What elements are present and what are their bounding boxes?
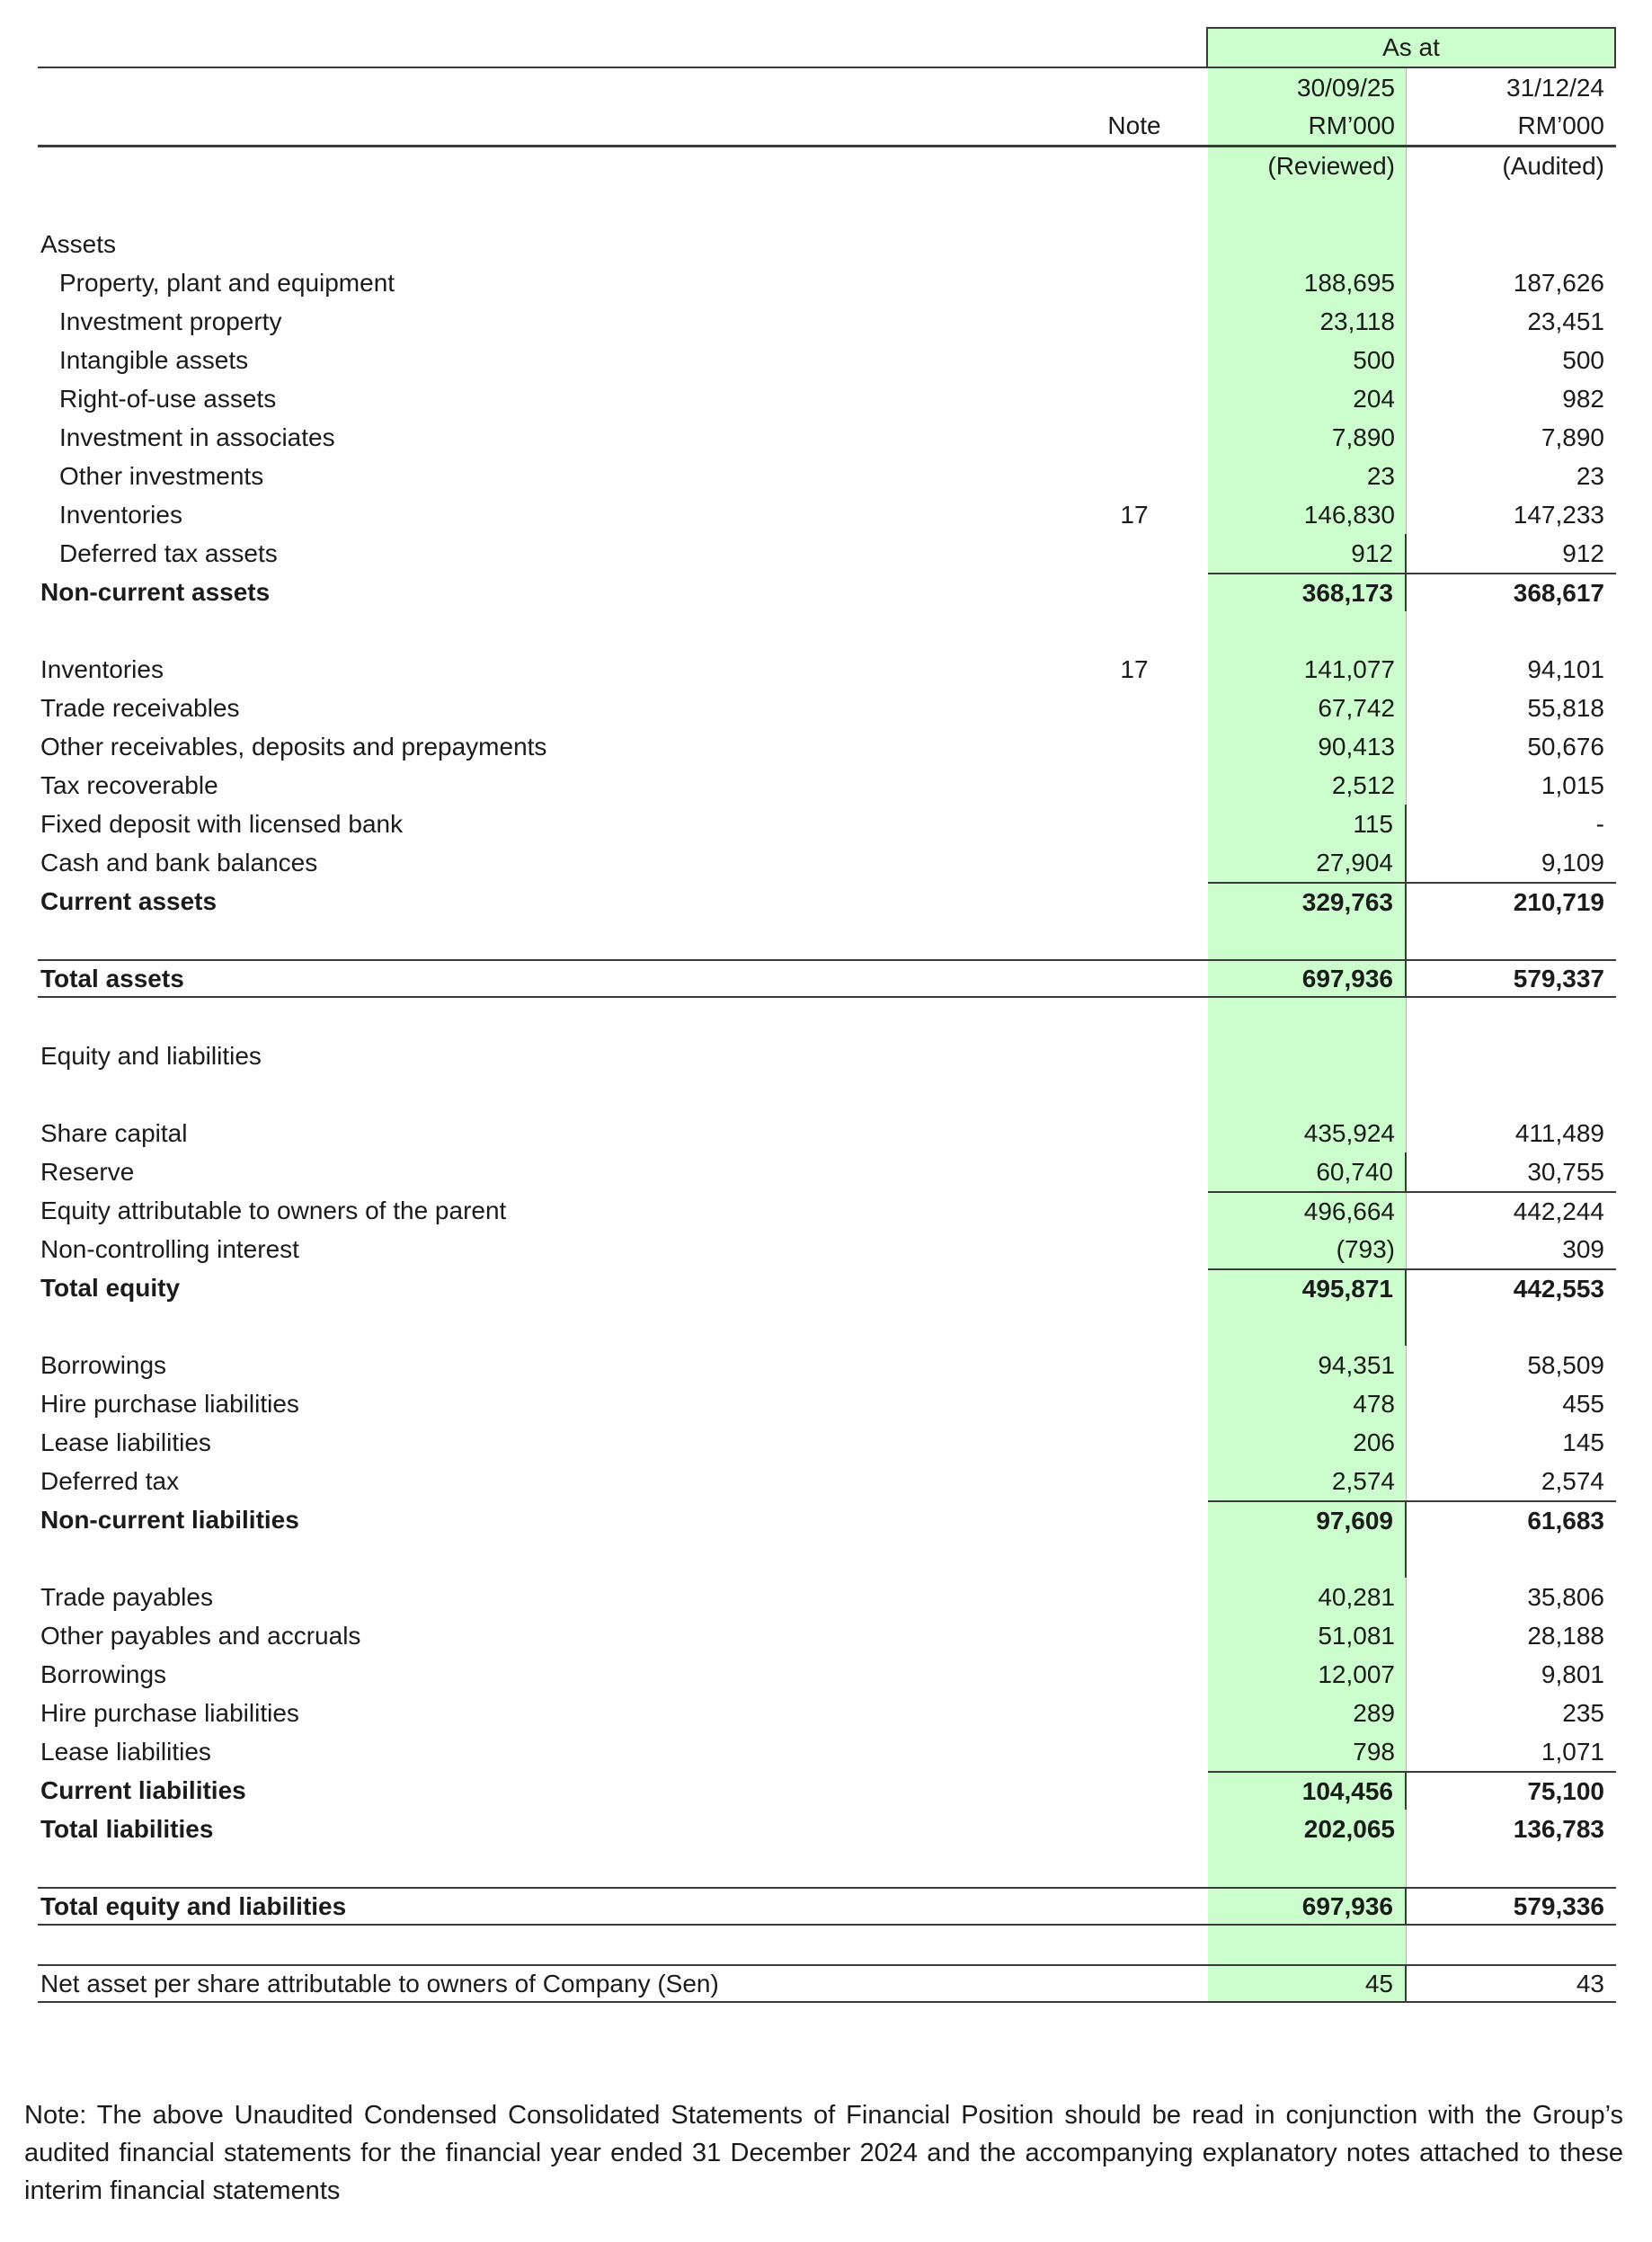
table-row: [38, 1655, 1616, 1694]
table-row: [38, 805, 1616, 843]
table-row: [38, 263, 1616, 302]
row-value-reviewed: 23,118: [1319, 307, 1395, 335]
header-rule-under-units: [38, 145, 1616, 147]
row-value-reviewed: 500: [1353, 345, 1395, 374]
row-value-audited: [1407, 921, 1616, 959]
row-value-audited: 455: [1562, 1389, 1604, 1418]
row-value-audited: 145: [1562, 1428, 1604, 1456]
row-note-ref: [1061, 1926, 1208, 1964]
table-row: [38, 302, 1616, 341]
row-label: Total liabilities: [40, 1814, 214, 1843]
row-note-ref: [1061, 961, 1208, 996]
row-value-reviewed: 104,456: [1208, 1771, 1407, 1810]
row-value-audited: 7,890: [1541, 423, 1604, 451]
row-label: Investment property: [59, 307, 282, 335]
row-label: Hire purchase liabilities: [40, 1698, 299, 1727]
column-date-reviewed: 30/09/25: [1297, 74, 1395, 102]
table-row: [38, 457, 1616, 495]
row-value-audited: [1407, 225, 1616, 263]
row-value-audited: 368,617: [1407, 573, 1616, 611]
table-row: [38, 1268, 1616, 1307]
row-value-audited: 61,683: [1407, 1500, 1616, 1539]
row-note-ref: [1061, 418, 1208, 457]
row-value-audited: 9,109: [1541, 848, 1604, 876]
row-value-reviewed: 2,574: [1331, 1466, 1395, 1495]
row-note-ref: [1061, 843, 1208, 882]
row-value-audited: -: [1595, 809, 1604, 838]
table-row: [38, 1462, 1616, 1500]
row-label: Other investments: [59, 461, 264, 490]
row-note-ref: [1061, 1307, 1208, 1346]
table-row: [38, 1578, 1616, 1616]
row-note-ref: [1061, 1075, 1208, 1114]
column-status-reviewed: (Reviewed): [1267, 152, 1395, 180]
row-value-reviewed: 115: [1208, 805, 1407, 843]
row-value-reviewed: 40,281: [1318, 1582, 1395, 1611]
row-value-audited: 23: [1576, 461, 1604, 490]
row-label: Investment in associates: [59, 423, 335, 451]
row-label: [38, 611, 1061, 650]
table-row: [38, 573, 1616, 611]
row-note-ref: [1061, 689, 1208, 727]
row-value-reviewed: 478: [1353, 1389, 1395, 1418]
row-label: Lease liabilities: [40, 1737, 211, 1766]
row-value-reviewed: 912: [1208, 534, 1407, 573]
row-note-ref: [1061, 1616, 1208, 1655]
row-label: Equity attributable to owners of the parent: [40, 1196, 507, 1224]
table-row-blank: [38, 1539, 1616, 1578]
row-label: Current assets: [40, 886, 218, 915]
table-row: [38, 689, 1616, 727]
row-value-reviewed: 368,173: [1208, 573, 1407, 611]
row-note-ref: [1061, 1462, 1208, 1500]
row-note-ref: [1061, 1191, 1208, 1230]
table-row: [38, 1694, 1616, 1732]
row-value-audited: [1407, 1926, 1616, 1964]
row-value-audited: 1,071: [1541, 1737, 1604, 1766]
table-row-blank: [38, 611, 1616, 650]
row-value-audited: 500: [1562, 345, 1604, 374]
row-value-reviewed: [1208, 998, 1407, 1036]
row-value-reviewed: 289: [1353, 1698, 1395, 1727]
row-value-reviewed: 202,065: [1303, 1814, 1395, 1843]
table-row: [38, 534, 1616, 573]
statement-footnote: Note: The above Unaudited Condensed Consolidated Statements of Financial Position should be read in conjunction with the Group’s audited financial statements for the financial year ended 31 December 2024 and the accompanying explanatory notes attached to these interim financial statements: [24, 2101, 1623, 2205]
row-note-ref: [1061, 341, 1208, 379]
row-note-ref: [1061, 1268, 1208, 1307]
row-value-audited: 235: [1562, 1698, 1604, 1727]
row-label: Inventories: [40, 654, 164, 683]
row-value-audited: 35,806: [1527, 1582, 1604, 1611]
row-label: [38, 1307, 1061, 1346]
column-unit-reviewed: RM’000: [1308, 111, 1395, 139]
table-row: [38, 650, 1616, 689]
row-value-audited: 43: [1576, 1969, 1604, 1997]
table-row: [38, 1616, 1616, 1655]
row-note-ref: [1061, 1655, 1208, 1694]
row-value-reviewed: [1208, 1307, 1407, 1346]
row-label: Total equity: [40, 1273, 181, 1302]
table-row-blank: [38, 1848, 1616, 1887]
row-value-reviewed: 23: [1366, 461, 1395, 490]
table-row: [38, 959, 1616, 998]
row-label: Hire purchase liabilities: [40, 1389, 299, 1418]
row-value-reviewed: 94,351: [1318, 1350, 1395, 1379]
row-value-reviewed: 435,924: [1303, 1118, 1395, 1147]
row-label: Assets: [40, 229, 117, 258]
row-note-ref: [1061, 998, 1208, 1036]
row-value-audited: [1407, 1307, 1616, 1346]
row-note-ref: [1061, 727, 1208, 766]
row-value-reviewed: 7,890: [1331, 423, 1395, 451]
row-label: Right-of-use assets: [59, 384, 277, 413]
row-note-ref: [1061, 805, 1208, 843]
row-value-audited: 1,015: [1541, 770, 1604, 799]
table-row: [38, 225, 1616, 263]
row-note-ref: 17: [1120, 654, 1149, 683]
table-row: [38, 1810, 1616, 1848]
row-value-reviewed: 12,007: [1318, 1659, 1395, 1688]
row-value-reviewed: [1208, 1036, 1407, 1075]
row-label: Deferred tax: [40, 1466, 180, 1495]
row-value-reviewed: 697,936: [1208, 961, 1407, 996]
row-note-ref: 17: [1120, 500, 1149, 529]
row-note-ref: [1061, 1732, 1208, 1771]
row-label: Non-current liabilities: [40, 1505, 299, 1534]
row-note-ref: [1061, 225, 1208, 263]
row-value-reviewed: [1208, 225, 1407, 263]
row-value-reviewed: 329,763: [1208, 882, 1407, 921]
row-value-audited: 75,100: [1407, 1771, 1616, 1810]
row-value-audited: [1407, 1848, 1616, 1887]
row-label: [38, 1848, 1061, 1887]
row-label: Non-controlling interest: [40, 1234, 299, 1263]
row-note-ref: [1061, 611, 1208, 650]
row-note-ref: [1061, 1036, 1208, 1075]
row-value-audited: [1407, 1539, 1616, 1578]
table-row: [38, 1036, 1616, 1075]
row-value-reviewed: 51,081: [1318, 1621, 1395, 1650]
row-label: [38, 998, 1061, 1036]
row-value-reviewed: 27,904: [1208, 843, 1407, 882]
row-value-reviewed: 495,871: [1208, 1268, 1407, 1307]
row-value-reviewed: [1208, 1926, 1407, 1964]
table-row: [38, 418, 1616, 457]
row-value-audited: 912: [1562, 538, 1604, 567]
row-value-reviewed: 496,664: [1208, 1191, 1407, 1230]
row-value-reviewed: [1208, 611, 1407, 650]
row-note-ref: [1061, 882, 1208, 921]
table-row-blank: [38, 1307, 1616, 1346]
row-label: Borrowings: [40, 1659, 167, 1688]
row-label: Current liabilities: [40, 1775, 246, 1804]
row-value-audited: 579,337: [1513, 964, 1604, 992]
row-value-reviewed: [1208, 921, 1407, 959]
row-label: Total assets: [40, 964, 184, 992]
table-row-blank: [38, 1075, 1616, 1114]
row-note-ref: [1061, 302, 1208, 341]
row-value-reviewed: 67,742: [1318, 693, 1395, 722]
table-row: [38, 1771, 1616, 1810]
row-note-ref: [1061, 1539, 1208, 1578]
row-label: Trade receivables: [40, 693, 240, 722]
row-note-ref: [1061, 457, 1208, 495]
row-label: Trade payables: [40, 1582, 213, 1611]
row-value-audited: 210,719: [1407, 882, 1616, 921]
row-value-audited: 579,336: [1513, 1891, 1604, 1920]
row-value-audited: 58,509: [1527, 1350, 1604, 1379]
column-status-audited: (Audited): [1502, 152, 1604, 180]
as-at-header-box: [1206, 27, 1616, 68]
row-note-ref: [1061, 1810, 1208, 1848]
table-row: [38, 882, 1616, 921]
row-label: Tax recoverable: [40, 770, 218, 799]
table-row: [38, 1191, 1616, 1230]
row-value-reviewed: 90,413: [1318, 732, 1395, 761]
row-label: Reserve: [40, 1157, 135, 1186]
row-note-ref: [1061, 1889, 1208, 1924]
row-value-audited: 50,676: [1527, 732, 1604, 761]
row-value-reviewed: [1208, 1848, 1407, 1887]
column-unit-audited: RM’000: [1517, 111, 1604, 139]
row-label: Borrowings: [40, 1350, 167, 1379]
row-label: Equity and liabilities: [40, 1041, 262, 1070]
table-row: [38, 379, 1616, 418]
table-row: [38, 1500, 1616, 1539]
row-note-ref: [1061, 1152, 1208, 1191]
row-value-reviewed: (793): [1336, 1234, 1395, 1263]
row-value-audited: 30,755: [1527, 1157, 1604, 1186]
row-value-audited: 23,451: [1527, 307, 1604, 335]
row-value-reviewed: [1208, 1539, 1407, 1578]
row-note-ref: [1061, 573, 1208, 611]
table-row: [38, 495, 1616, 534]
row-value-audited: [1407, 1075, 1616, 1114]
row-note-ref: [1061, 1848, 1208, 1887]
table-row: [38, 1384, 1616, 1423]
row-value-reviewed: 60,740: [1208, 1152, 1407, 1191]
row-value-reviewed: 45: [1208, 1966, 1407, 2001]
table-row-blank: [38, 1926, 1616, 1964]
table-row: [38, 341, 1616, 379]
row-value-reviewed: 2,512: [1331, 770, 1395, 799]
table-row-blank: [38, 998, 1616, 1036]
row-value-audited: 411,489: [1514, 1118, 1604, 1147]
row-value-audited: 442,553: [1407, 1268, 1616, 1307]
table-row: [38, 727, 1616, 766]
table-row-blank: [38, 921, 1616, 959]
row-label: Fixed deposit with licensed bank: [40, 809, 404, 838]
statement-table-body: [38, 225, 1616, 2003]
row-label: Other receivables, deposits and prepayments: [40, 732, 547, 761]
row-value-reviewed: 141,077: [1303, 654, 1395, 683]
header-rule-top: [38, 67, 1616, 69]
row-note-ref: [1061, 1500, 1208, 1539]
row-value-audited: 28,188: [1527, 1621, 1604, 1650]
row-value-audited: 147,233: [1513, 500, 1604, 529]
table-row: [38, 1887, 1616, 1926]
row-note-ref: [1061, 1771, 1208, 1810]
row-note-ref: [1061, 1230, 1208, 1268]
row-label: Deferred tax assets: [59, 538, 278, 567]
row-note-ref: [1061, 1578, 1208, 1616]
row-value-reviewed: 146,830: [1303, 500, 1395, 529]
row-note-ref: [1061, 766, 1208, 805]
row-note-ref: [1061, 1423, 1208, 1462]
row-value-reviewed: [1208, 1075, 1407, 1114]
row-note-ref: [1061, 379, 1208, 418]
row-value-reviewed: 97,609: [1208, 1500, 1407, 1539]
row-value-audited: 94,101: [1527, 654, 1604, 683]
table-row: [38, 766, 1616, 805]
table-row: [38, 1152, 1616, 1191]
note-column-header: Note: [1107, 111, 1161, 139]
row-note-ref: [1061, 1966, 1208, 2001]
row-note-ref: [1061, 1346, 1208, 1384]
row-value-reviewed: 697,936: [1208, 1889, 1407, 1924]
column-date-audited: 31/12/24: [1506, 74, 1604, 102]
row-value-audited: 187,626: [1513, 268, 1604, 297]
row-value-reviewed: 188,695: [1303, 268, 1395, 297]
table-row: [38, 1732, 1616, 1771]
row-value-audited: [1407, 998, 1616, 1036]
row-value-audited: 309: [1562, 1234, 1604, 1263]
row-label: Lease liabilities: [40, 1428, 211, 1456]
row-label: Intangible assets: [59, 345, 249, 374]
row-value-audited: 2,574: [1541, 1466, 1604, 1495]
table-row: [38, 843, 1616, 882]
row-value-reviewed: 798: [1353, 1737, 1395, 1766]
row-note-ref: [1061, 921, 1208, 959]
as-at-label: As at: [1382, 33, 1440, 61]
row-value-audited: 9,801: [1541, 1659, 1604, 1688]
row-note-ref: [1061, 263, 1208, 302]
row-label: Net asset per share attributable to owners of Company (Sen): [40, 1969, 719, 1997]
row-value-audited: [1407, 611, 1616, 650]
row-note-ref: [1061, 1694, 1208, 1732]
row-label: Cash and bank balances: [40, 848, 318, 876]
row-label: [38, 1075, 1061, 1114]
row-value-audited: 442,244: [1407, 1191, 1616, 1230]
row-label: Share capital: [40, 1118, 188, 1147]
row-note-ref: [1061, 534, 1208, 573]
row-value-audited: [1407, 1036, 1616, 1075]
table-row: [38, 1230, 1616, 1268]
row-label: Total equity and liabilities: [40, 1891, 347, 1920]
row-label: [38, 1539, 1061, 1578]
table-row: [38, 1423, 1616, 1462]
row-value-audited: 136,783: [1513, 1814, 1604, 1843]
table-row: [38, 1114, 1616, 1152]
row-value-audited: 982: [1562, 384, 1604, 413]
row-value-reviewed: 204: [1353, 384, 1395, 413]
row-note-ref: [1061, 1114, 1208, 1152]
row-label: Inventories: [59, 500, 182, 529]
row-note-ref: [1061, 1384, 1208, 1423]
row-label: [38, 921, 1061, 959]
row-value-reviewed: 206: [1353, 1428, 1395, 1456]
table-row: [38, 1346, 1616, 1384]
row-value-audited: 55,818: [1527, 693, 1604, 722]
row-label: Other payables and accruals: [40, 1621, 361, 1650]
row-label: Property, plant and equipment: [59, 268, 395, 297]
row-label: [38, 1926, 1061, 1964]
table-row: [38, 1964, 1616, 2003]
row-label: Non-current assets: [40, 577, 271, 606]
